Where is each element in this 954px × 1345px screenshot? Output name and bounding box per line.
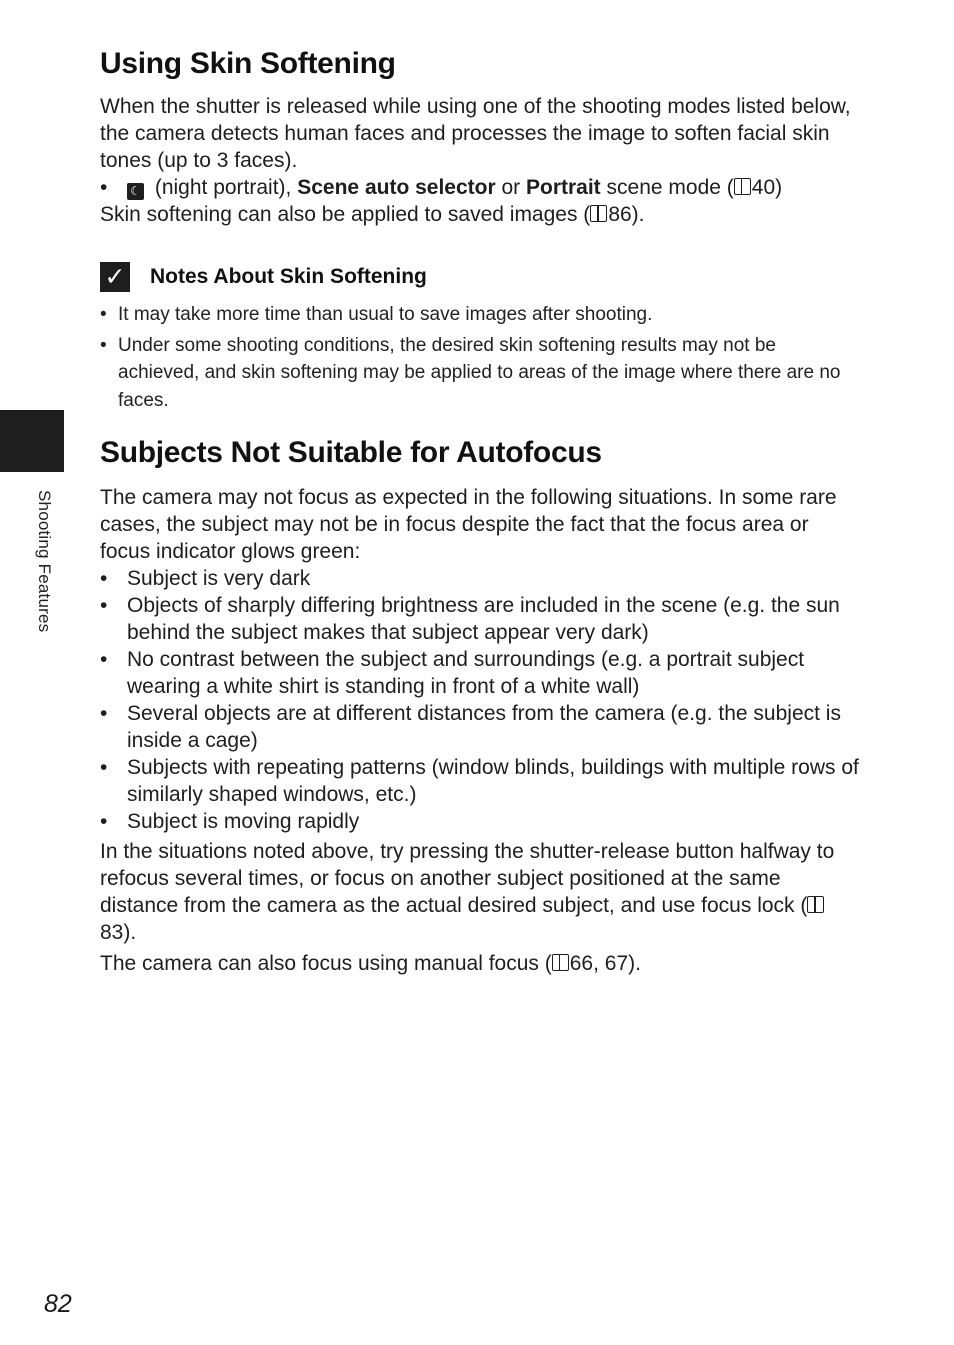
section-tab [0,410,64,472]
saved-images-note: Skin softening can also be applied to saved images ( 86). [100,203,645,226]
list-item: • Several objects are at different distances from the camera (e.g. the subject is inside a cage) [100,702,841,752]
page-reference: 40 [751,176,776,199]
page-reference: 66, 67 [569,952,629,975]
notes-list [100,301,860,414]
scene-auto-selector-label: Scene auto selector [297,176,496,199]
page-number: 82 [44,1290,72,1318]
notes-header [100,260,860,294]
page-content [100,0,860,977]
list-item: • Under some shooting conditions, the desired skin softening results may not be achieved, and skin softening may be applied to areas of the image where there are no faces. [100,334,841,411]
page-reference-icon [807,896,824,913]
portrait-label: Portrait [526,176,601,199]
list-item: • Subject is moving rapidly [100,810,360,833]
list-item: • Subject is very dark [100,567,311,590]
page-reference-icon [590,205,607,222]
refocus-paragraph: In the situations noted above, try pressing the shutter-release button halfway to refocus several times, or focus on another subject positioned at the same distance from the camera as the actual desired subject, and use focus lock (83). [100,840,835,944]
night-portrait-icon: ☾ [127,183,144,200]
list-item: • Subjects with repeating patterns (window blinds, buildings with multiple rows of similarly shaped windows, etc.) [100,756,859,806]
autofocus-list [100,565,860,835]
page-reference-icon [734,178,751,195]
manual-focus-paragraph: The camera can also focus using manual focus ( 66, 67). [100,952,641,975]
skin-softening-title: Using Skin Softening [100,47,396,80]
check-mark-icon: ✓ [100,262,130,292]
skin-softening-intro: When the shutter is released while using one of the shooting modes listed below, the camera detects human faces and processes the image to soften facial skin tones (up to 3 faces). [100,95,851,172]
page-reference: 86 [608,203,632,226]
shooting-mode-bullet: • ☾ (night portrait), Scene auto selector or Portrait scene mode ( 40) [100,176,783,199]
list-item: • It may take more time than usual to save images after shooting. [100,304,653,325]
page-reference: 83 [100,921,124,944]
notes-title: Notes About Skin Softening [150,265,427,288]
list-item: • No contrast between the subject and surroundings (e.g. a portrait subject wearing a white shirt is standing in front of a white wall) [100,648,805,698]
page-reference-icon [552,954,569,971]
list-item: • Objects of sharply differing brightness are included in the scene (e.g. the sun behind the subject makes that subject appear very dark) [100,594,840,644]
autofocus-intro: The camera may not focus as expected in the following situations. In some rare cases, the subject may not be in focus despite the fact that the focus area or focus indicator glows green: [100,486,837,563]
section-label: Shooting Features [35,490,54,633]
autofocus-title: Subjects Not Suitable for Autofocus [100,436,602,469]
